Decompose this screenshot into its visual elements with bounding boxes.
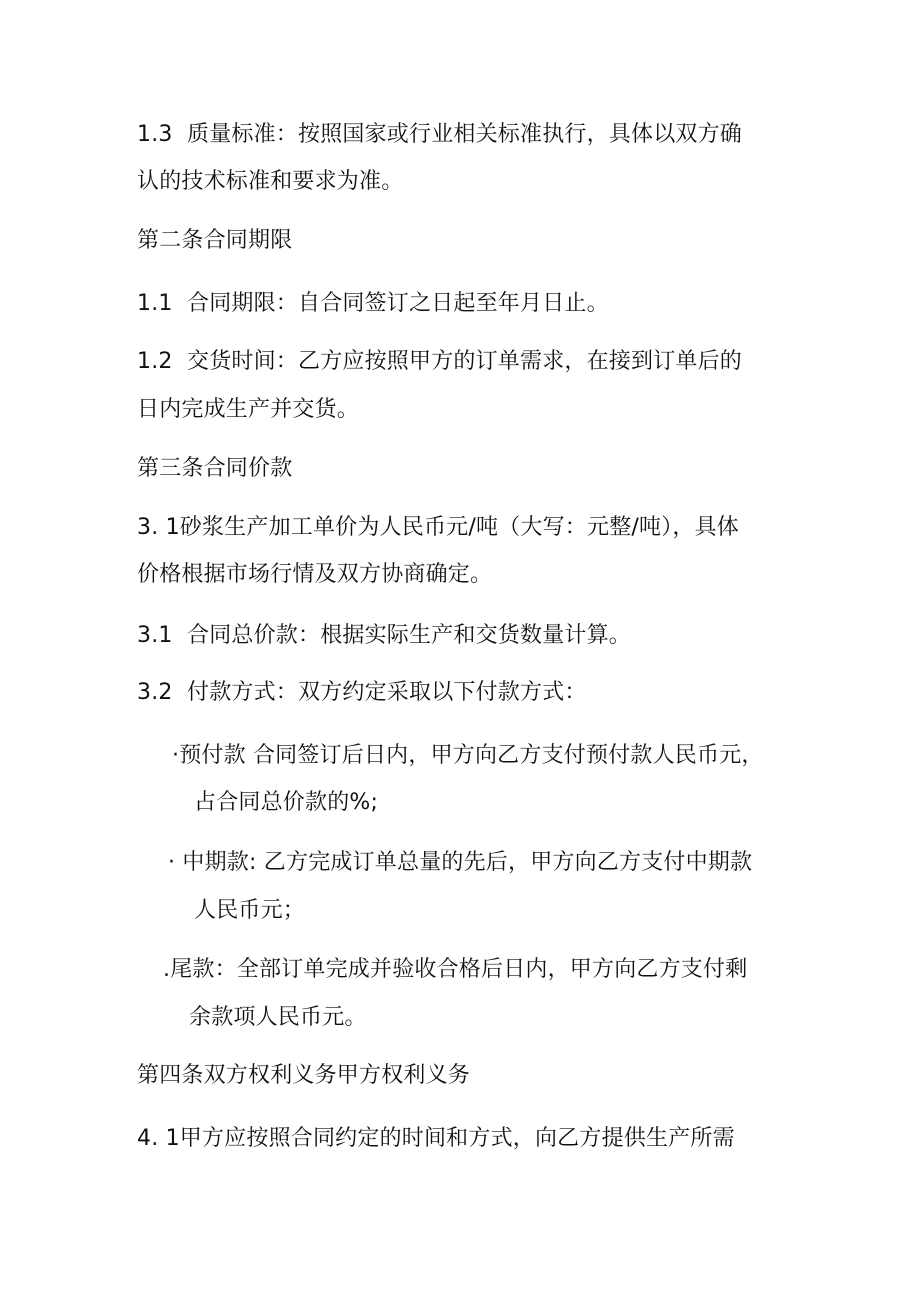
clause-1-3-line-1 (137, 120, 742, 150)
clause-text: 交货时间：乙方应按照甲方的订单需求，在接到订单后的 (187, 349, 743, 374)
clause-number: 3.2 (137, 680, 173, 705)
article-4-heading: 第四条双方权利义务甲方权利义务 (137, 1063, 471, 1088)
payment-advance-line-2: 占合同总价款的%; (194, 790, 379, 815)
payment-advance-line-1: ·预付款 合同签订后日内，甲方向乙方支付预付款人民币元， (172, 743, 764, 768)
payment-interim-line-2: 人民币元； (194, 898, 306, 923)
clause-number: 3.1 (137, 623, 173, 648)
clause-number: 1.2 (137, 349, 173, 374)
clause-3-1a-line-2: 价格根据市场行情及双方协商确定。 (137, 562, 493, 587)
clause-text: 付款方式：双方约定采取以下付款方式： (187, 680, 587, 705)
clause-3-1 (137, 621, 631, 651)
clause-text: 合同期限：自合同签订之日起至年月日止。 (187, 291, 609, 316)
clause-number: 1.3 (137, 122, 173, 147)
article-3-heading: 第三条合同价款 (137, 456, 293, 481)
article-2-heading: 第二条合同期限 (137, 228, 293, 253)
payment-final-line-1: .尾款：全部订单完成并验收合格后日内，甲方向乙方支付剩 (163, 957, 748, 982)
clause-text: 质量标准：按照国家或行业相关标准执行，具体以双方确 (187, 122, 743, 147)
clause-3-1a-line-1: 3. 1砂浆生产加工单价为人民币元/吨（大写：元整/吨），具体 (137, 515, 740, 540)
clause-number: 1.1 (137, 291, 173, 316)
clause-4-1-line-1: 4. 1甲方应按照合同约定的时间和方式，向乙方提供生产所需 (137, 1126, 735, 1151)
clause-1-3-line-2: 认的技术标准和要求为准。 (137, 169, 404, 194)
payment-final-line-2: 余款项人民币元。 (189, 1005, 367, 1030)
payment-interim-line-1: · 中期款: 乙方完成订单总量的先后，甲方向乙方支付中期款 (168, 850, 753, 875)
clause-text: 合同总价款：根据实际生产和交货数量计算。 (187, 623, 632, 648)
clause-2-2-line-2: 日内完成生产并交货。 (137, 397, 360, 422)
clause-2-2-line-1 (137, 347, 742, 377)
clause-2-1 (137, 289, 609, 319)
clause-3-2 (137, 678, 587, 708)
